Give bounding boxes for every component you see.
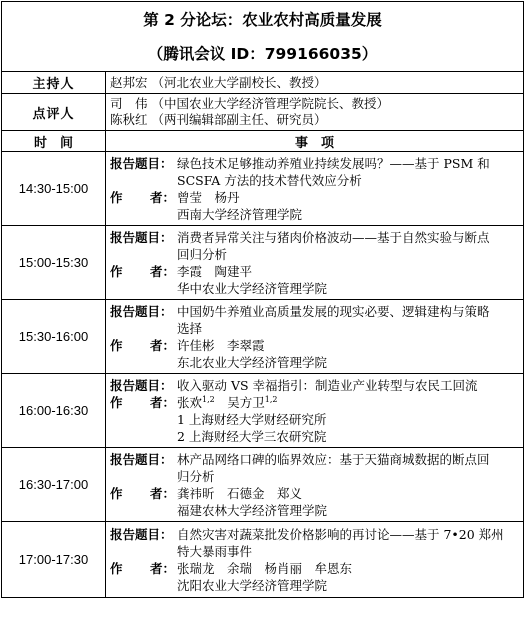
session-title-cont: SCSFA 方法的技术替代效应分析 bbox=[177, 172, 362, 188]
author-label: 作 者： bbox=[110, 189, 175, 205]
author-label: 作 者： bbox=[110, 263, 175, 279]
session-row bbox=[2, 522, 524, 598]
session-authors: 许佳彬 李翠霞 bbox=[177, 337, 265, 353]
session-time: 15:30-16:00 bbox=[2, 300, 106, 374]
commentator-values bbox=[106, 94, 524, 131]
session-title: 自然灾害对蔬菜批发价格影响的再讨论——基于 7•20 郑州 bbox=[177, 526, 504, 542]
column-header-row bbox=[2, 131, 524, 152]
session-row bbox=[2, 448, 524, 522]
session-detail bbox=[106, 522, 524, 598]
meeting-id: （腾讯会议 ID：799166035） bbox=[147, 44, 378, 63]
session-time: 14:30-15:00 bbox=[2, 152, 106, 226]
topic-label: 报告题目： bbox=[110, 303, 173, 319]
commentator-label: 点评人 bbox=[2, 94, 106, 131]
session-row bbox=[2, 152, 524, 226]
host-row bbox=[2, 72, 524, 94]
commentator-row bbox=[2, 94, 524, 131]
session-detail bbox=[106, 448, 524, 522]
agenda-table bbox=[1, 1, 524, 598]
topic-label: 报告题目： bbox=[110, 155, 173, 171]
session-affiliation: 东北农业大学经济管理学院 bbox=[177, 354, 328, 370]
session-detail bbox=[106, 226, 524, 300]
session-row bbox=[2, 226, 524, 300]
session-title-cont: 回归分析 bbox=[177, 246, 228, 262]
session-detail bbox=[106, 152, 524, 226]
topic-label: 报告题目： bbox=[110, 377, 173, 393]
author-label: 作 者： bbox=[110, 485, 175, 501]
title-cell bbox=[2, 2, 524, 72]
session-authors: 张欢$^{1,2}$ 吴方卫$^{1,2}$ bbox=[177, 394, 278, 410]
event-column-header: 事 项 bbox=[106, 131, 524, 152]
session-time: 16:30-17:00 bbox=[2, 448, 106, 522]
host-label: 主持人 bbox=[2, 72, 106, 94]
session-affiliation: 西南大学经济管理学院 bbox=[177, 206, 303, 222]
session-title-cont: 归分析 bbox=[177, 468, 215, 484]
session-affiliation: 沈阳农业大学经济管理学院 bbox=[177, 577, 328, 593]
session-authors: 曾莹 杨丹 bbox=[177, 189, 240, 205]
session-row bbox=[2, 374, 524, 448]
session-time: 15:00-15:30 bbox=[2, 226, 106, 300]
session-authors: 张瑞龙 余瑞 杨肖丽 牟恩东 bbox=[177, 560, 353, 576]
author-label: 作 者： bbox=[110, 560, 175, 576]
session-detail bbox=[106, 374, 524, 448]
topic-label: 报告题目： bbox=[110, 526, 173, 542]
session-time: 17:00-17:30 bbox=[2, 522, 106, 598]
commentator-line: 司 伟 （中国农业大学经济管理学院院长、教授） bbox=[110, 96, 389, 111]
session-title: 消费者异常关注与猪肉价格波动——基于自然实验与断点 bbox=[177, 229, 490, 245]
session-authors: 龚祎昕 石德金 郑义 bbox=[177, 485, 303, 501]
author-label: 作 者： bbox=[110, 394, 175, 410]
session-title-cont: 特大暴雨事件 bbox=[177, 543, 253, 559]
session-title-cont: 选择 bbox=[177, 320, 203, 336]
time-column-header: 时 间 bbox=[2, 131, 106, 152]
session-title: 绿色技术足够推动养殖业持续发展吗？——基于 PSM 和 bbox=[177, 155, 490, 171]
session-affiliation: 华中农业大学经济管理学院 bbox=[177, 280, 328, 296]
topic-label: 报告题目： bbox=[110, 229, 173, 245]
session-authors: 李霞 陶建平 bbox=[177, 263, 253, 279]
session-affiliation: 福建农林大学经济管理学院 bbox=[177, 502, 328, 518]
topic-label: 报告题目： bbox=[110, 451, 173, 467]
session-title: 中国奶牛养殖业高质量发展的现实必要、逻辑建构与策略 bbox=[177, 303, 490, 319]
session-affiliation: 2 上海财经大学三农研究院 bbox=[177, 428, 327, 444]
session-row bbox=[2, 300, 524, 374]
author-label: 作 者： bbox=[110, 337, 175, 353]
title-row bbox=[2, 2, 524, 72]
session-time: 16:00-16:30 bbox=[2, 374, 106, 448]
host-value: 赵邦宏 （河北农业大学副校长、教授） bbox=[106, 72, 524, 94]
session-title: 林产品网络口碑的临界效应：基于天猫商城数据的断点回 bbox=[177, 451, 490, 467]
session-detail bbox=[106, 300, 524, 374]
forum-title: 第 2 分论坛：农业农村高质量发展 bbox=[143, 10, 382, 29]
commentator-line: 陈秋红 （两刊编辑部副主任、研究员） bbox=[110, 112, 327, 127]
session-affiliation: 1 上海财经大学财经研究所 bbox=[177, 411, 327, 427]
agenda-sheet bbox=[1, 1, 524, 598]
session-title: 收入驱动 VS 幸福指引：制造业产业转型与农民工回流 bbox=[177, 377, 478, 393]
